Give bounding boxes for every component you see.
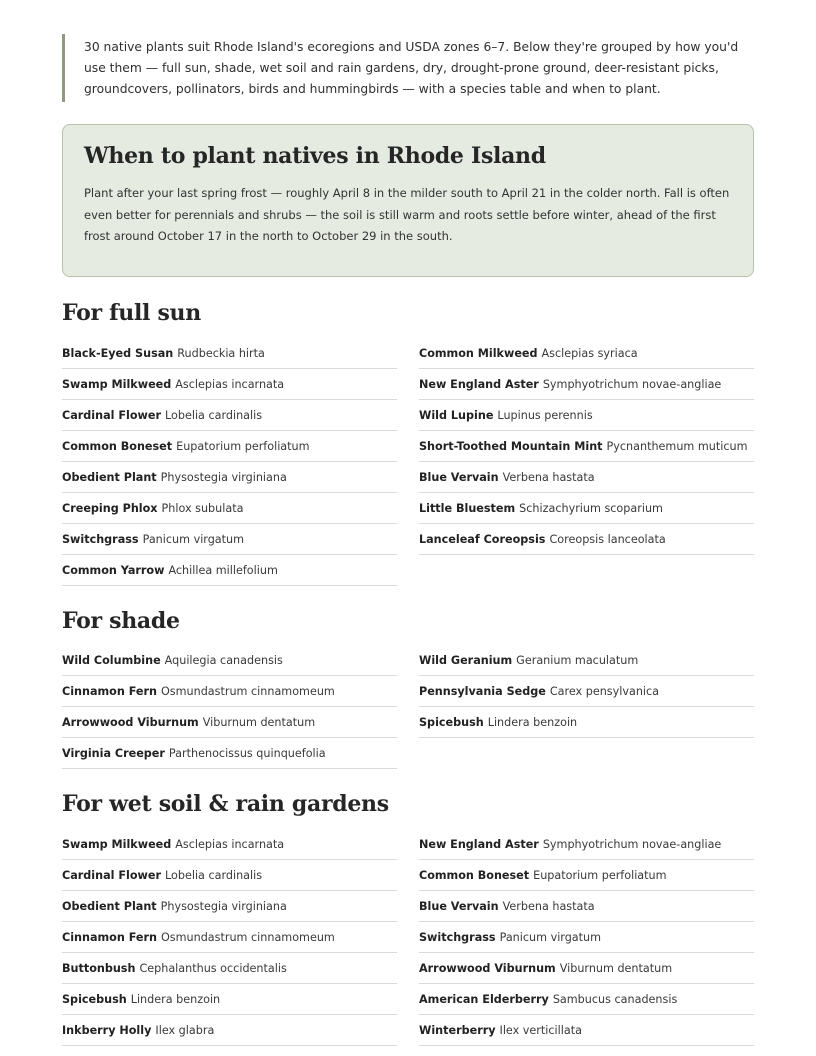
plant-common-name: New England Aster: [419, 377, 539, 391]
plant-row: [62, 953, 397, 984]
plant-row: [62, 462, 397, 493]
plant-common-name: Obedient Plant: [62, 899, 157, 913]
plant-row: [62, 922, 397, 953]
plant-common-name: Blue Vervain: [419, 470, 499, 484]
plant-list-full-sun: [62, 338, 754, 586]
plant-latin-name: Geranium maculatum: [516, 653, 639, 667]
plant-row: [419, 984, 754, 1015]
plant-latin-name: Carex pensylvanica: [549, 684, 660, 698]
plant-row: [62, 555, 397, 586]
planting-time-box: [62, 124, 754, 277]
plant-latin-name: Schizachyrium scoparium: [519, 501, 663, 515]
plant-common-name: Winterberry: [419, 1023, 496, 1037]
plant-row: [419, 524, 754, 555]
plant-latin-name: Ilex glabra: [155, 1023, 215, 1037]
section-heading-wet-soil: For wet soil & rain gardens: [62, 791, 389, 817]
plant-row: [62, 338, 397, 369]
plant-common-name: New England Aster: [419, 837, 539, 851]
plant-common-name: Wild Columbine: [62, 653, 161, 667]
plant-latin-name: Cephalanthus occidentalis: [139, 961, 287, 975]
plant-common-name: Common Boneset: [419, 868, 530, 882]
plant-common-name: Spicebush: [62, 992, 127, 1006]
plant-latin-name: Coreopsis lanceolata: [549, 532, 666, 546]
plant-common-name: Arrowwood Viburnum: [62, 715, 199, 729]
plant-latin-name: Lobelia cardinalis: [164, 408, 263, 422]
plant-common-name: Obedient Plant: [62, 470, 157, 484]
plant-common-name: Creeping Phlox: [62, 501, 158, 515]
plant-common-name: Cinnamon Fern: [62, 684, 157, 698]
plant-latin-name: Verbena hastata: [502, 899, 595, 913]
plant-row: [419, 891, 754, 922]
plant-common-name: Cardinal Flower: [62, 408, 161, 422]
plant-latin-name: Achillea millefolium: [168, 563, 278, 577]
plant-latin-name: Asclepias syriaca: [541, 346, 638, 360]
plant-common-name: Cardinal Flower: [62, 868, 161, 882]
plant-latin-name: Lobelia cardinalis: [164, 868, 263, 882]
plant-common-name: Common Boneset: [62, 439, 173, 453]
plant-latin-name: Panicum virgatum: [142, 532, 245, 546]
plant-row: [62, 1015, 397, 1046]
plant-row: [62, 369, 397, 400]
plant-latin-name: Lindera benzoin: [130, 992, 221, 1006]
plant-common-name: Inkberry Holly: [62, 1023, 152, 1037]
plant-common-name: Common Milkweed: [419, 346, 538, 360]
plant-row: [419, 1015, 754, 1046]
plant-row: [62, 431, 397, 462]
plant-latin-name: Verbena hastata: [502, 470, 595, 484]
plant-common-name: Wild Geranium: [419, 653, 513, 667]
plant-common-name: Pennsylvania Sedge: [419, 684, 546, 698]
plant-row: [419, 676, 754, 707]
plant-row: [419, 860, 754, 891]
intro-callout: [62, 34, 754, 102]
plant-latin-name: Lindera benzoin: [487, 715, 578, 729]
plant-common-name: Spicebush: [419, 715, 484, 729]
plant-latin-name: Eupatorium perfoliatum: [533, 868, 667, 882]
plant-latin-name: Sambucus canadensis: [552, 992, 678, 1006]
plant-row: [62, 645, 397, 676]
plant-row: [62, 676, 397, 707]
plant-row: [62, 984, 397, 1015]
plant-latin-name: Osmundastrum cinnamomeum: [160, 684, 335, 698]
plant-common-name: Black-Eyed Susan: [62, 346, 174, 360]
plant-list-shade: [62, 645, 754, 769]
plant-latin-name: Panicum virgatum: [499, 930, 602, 944]
plant-row: [419, 953, 754, 984]
plant-row: [419, 707, 754, 738]
plant-row: [419, 400, 754, 431]
plant-row: [62, 891, 397, 922]
plant-common-name: Little Bluestem: [419, 501, 516, 515]
plant-common-name: Common Yarrow: [62, 563, 165, 577]
plant-latin-name: Lupinus perennis: [497, 408, 593, 422]
plant-common-name: Short-Toothed Mountain Mint: [419, 439, 603, 453]
plant-common-name: American Elderberry: [419, 992, 549, 1006]
section-heading-full-sun: For full sun: [62, 300, 201, 326]
plant-latin-name: Ilex verticillata: [499, 1023, 582, 1037]
plant-row: [62, 860, 397, 891]
plant-row: [419, 829, 754, 860]
plant-row: [419, 462, 754, 493]
plant-common-name: Buttonbush: [62, 961, 136, 975]
planting-time-text: Plant after your last spring frost — roughly April 8 in the milder south to April 21 in the colder north. Fall is often even better for perennials and shrubs — the soil is still warm and roots settle before winter, ahead of the first frost around October 17 in the north to October 29 in the south.: [84, 186, 730, 243]
plant-latin-name: Rudbeckia hirta: [177, 346, 265, 360]
plant-common-name: Switchgrass: [419, 930, 496, 944]
plant-common-name: Swamp Milkweed: [62, 837, 172, 851]
plant-common-name: Blue Vervain: [419, 899, 499, 913]
plant-row: [62, 524, 397, 555]
plant-latin-name: Eupatorium perfoliatum: [176, 439, 310, 453]
plant-common-name: Arrowwood Viburnum: [419, 961, 556, 975]
plant-common-name: Virginia Creeper: [62, 746, 165, 760]
plant-row: [419, 369, 754, 400]
plant-common-name: Lanceleaf Coreopsis: [419, 532, 546, 546]
plant-latin-name: Symphyotrichum novae-angliae: [542, 837, 722, 851]
plant-latin-name: Symphyotrichum novae-angliae: [542, 377, 722, 391]
plant-row: [419, 922, 754, 953]
plant-row: [62, 707, 397, 738]
plant-latin-name: Viburnum dentatum: [202, 715, 316, 729]
plant-latin-name: Physostegia virginiana: [160, 470, 287, 484]
plant-row: [62, 493, 397, 524]
plant-common-name: Cinnamon Fern: [62, 930, 157, 944]
plant-latin-name: Phlox subulata: [161, 501, 244, 515]
plant-latin-name: Asclepias incarnata: [175, 837, 285, 851]
plant-latin-name: Pycnanthemum muticum: [606, 439, 748, 453]
plant-latin-name: Parthenocissus quinquefolia: [168, 746, 326, 760]
plant-latin-name: Osmundastrum cinnamomeum: [160, 930, 335, 944]
planting-time-heading: When to plant natives in Rhode Island: [84, 143, 546, 169]
plant-latin-name: Asclepias incarnata: [175, 377, 285, 391]
intro-text: 30 native plants suit Rhode Island's ecoregions and USDA zones 6–7. Below they're grouped by how you'd use them — full sun, shade, wet soil and rain gardens, dry, drought-prone ground, deer-resistant picks, groundcovers, pollinators, birds and hummingbirds — with a species table and when to plant.: [84, 40, 739, 96]
plant-latin-name: Viburnum dentatum: [559, 961, 673, 975]
plant-row: [62, 829, 397, 860]
plant-row: [62, 400, 397, 431]
plant-common-name: Swamp Milkweed: [62, 377, 172, 391]
section-heading-shade: For shade: [62, 608, 180, 634]
plant-list-wet-soil: [62, 829, 754, 1046]
plant-row: [419, 431, 754, 462]
plant-latin-name: Physostegia virginiana: [160, 899, 287, 913]
plant-row: [419, 645, 754, 676]
plant-row: [62, 738, 397, 769]
plant-row: [419, 338, 754, 369]
plant-row: [419, 493, 754, 524]
plant-common-name: Switchgrass: [62, 532, 139, 546]
plant-latin-name: Aquilegia canadensis: [164, 653, 283, 667]
plant-common-name: Wild Lupine: [419, 408, 494, 422]
